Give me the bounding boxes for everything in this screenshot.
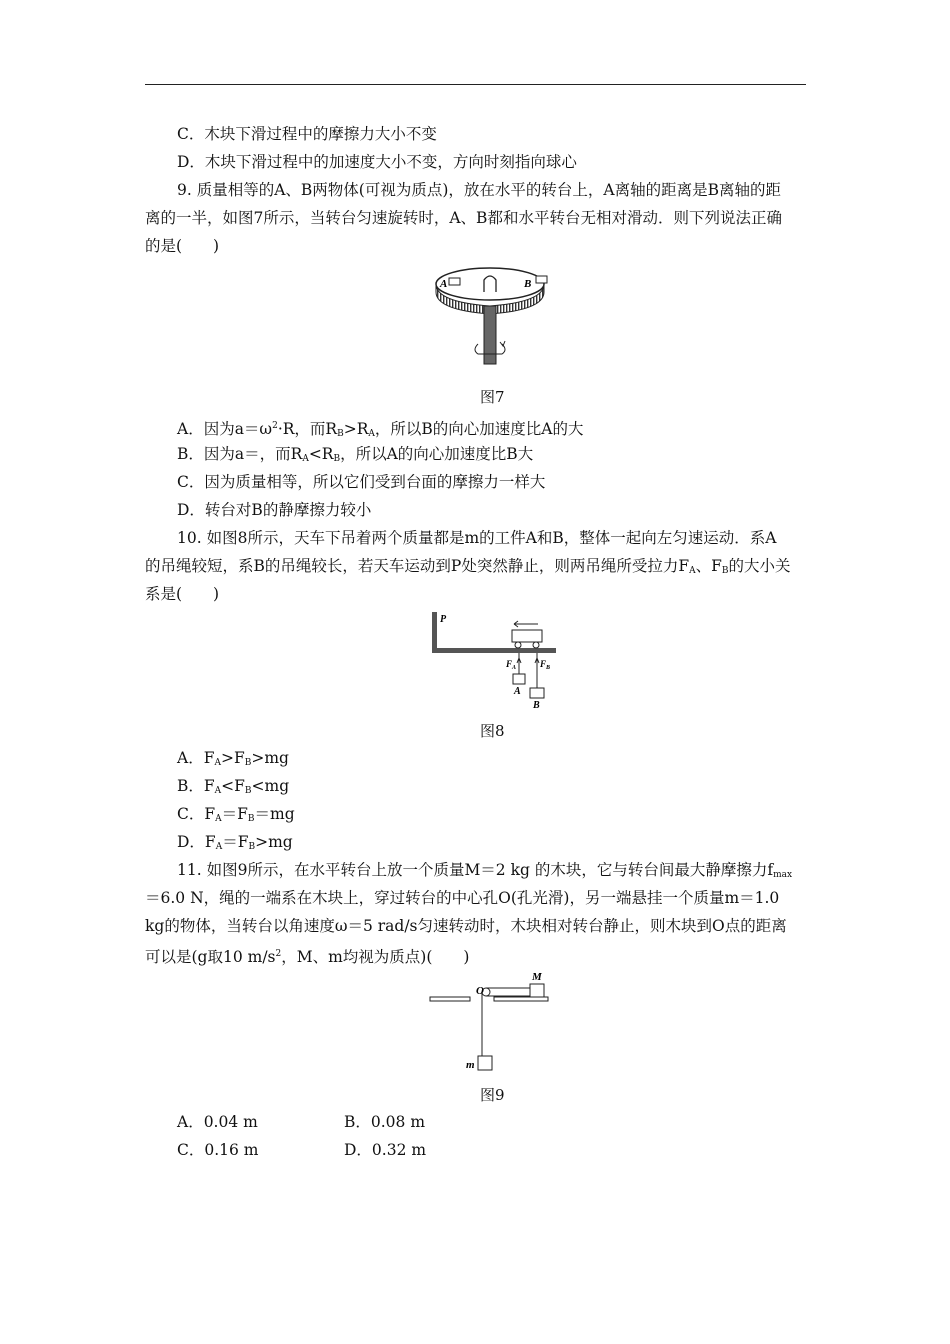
q8-option-c: C．木块下滑过程中的摩擦力大小不变 (177, 125, 437, 143)
figure-8-crane (430, 608, 560, 712)
fig9-label-o: O (476, 985, 484, 997)
fig9-label-small-m: m (466, 1059, 475, 1071)
q10-stem-line3: 系是( ) (145, 585, 220, 603)
header-rule (145, 84, 806, 85)
fig8-label-b: B (533, 700, 540, 711)
q10-option-a: A．$F_A>F_B>mg$ (177, 749, 289, 768)
fig8-label-p: P (440, 614, 447, 625)
q9-stem-line3: 的是( ) (145, 237, 220, 255)
q8-option-d: D．木块下滑过程中的加速度大小不变，方向时刻指向球心 (177, 153, 577, 171)
q11-option-b: B．0.08 m (344, 1113, 426, 1131)
q10-stem-line2: 的吊绳较短，系B的吊绳较长，若天车运动到P处突然静止，则两吊绳所受拉力$F_A$、$F_B$的大小关 (145, 557, 791, 576)
q9-option-a: A．因为$a=\omega^2\cdot R$，而$R_B>R_A$，所以B的向心加速度比A的大 (177, 420, 584, 439)
fig7-label-a: A (440, 278, 448, 290)
figure-8-caption: 图8 (480, 722, 505, 740)
q10-option-d: D．$F_A=F_B>mg$ (177, 833, 293, 852)
q10-option-b: B．$F_A<F_B<mg$ (177, 777, 290, 796)
q11-option-c: C．0.16 m (177, 1141, 259, 1159)
q9-stem-line1: 9. 质量相等的A、B两物体(可视为质点)，放在水平的转台上，A离轴的距离是B离轴的距 (177, 181, 781, 199)
q11-stem-line3: kg的物体，当转台以角速度ω＝5 rad/s匀速转动时，木块相对转台静止，则木块到O点的距离 (145, 917, 787, 935)
q11-option-d: D．0.32 m (344, 1141, 427, 1159)
q11-stem-line1: 11. 如图9所示，在水平转台上放一个质量M＝2 kg 的木块，它与转台间最大静摩擦力$f_{max}$ (177, 861, 793, 880)
figure-7-turntable (428, 262, 558, 374)
fig7-label-b: B (524, 278, 532, 290)
q11-stem-line2: ＝6.0 N，绳的一端系在木块上，穿过转台的中心孔O(孔光滑)，另一端悬挂一个质量m＝1.0 (145, 889, 780, 907)
q10-stem-line1: 10. 如图8所示，天车下吊着两个质量都是m的工件A和B，整体一起向左匀速运动．系A (177, 529, 777, 547)
fig8-label-a: A (514, 686, 521, 697)
fig8-label-fb: $F_B$ (540, 659, 551, 671)
q11-option-a: A．0.04 m (177, 1113, 258, 1131)
q9-option-b: B．因为a＝，而$R_A<R_B$，所以A的向心加速度比B大 (177, 445, 534, 464)
q10-option-c: C．$F_A=F_B=mg$ (177, 805, 295, 824)
q9-stem-line2: 离的一半，如图7所示，当转台匀速旋转时，A、B都和水平转台无相对滑动．则下列说法正确 (145, 209, 782, 227)
q9-option-c: C．因为质量相等，所以它们受到台面的摩擦力一样大 (177, 473, 546, 491)
q9-option-d: D．转台对B的静摩擦力较小 (177, 501, 372, 519)
fig8-label-fa: $F_A$ (506, 659, 517, 671)
q11-stem-line4: 可以是(g取10 $m/s^2$，M、m均视为质点)( ) (145, 948, 470, 966)
figure-7-caption: 图7 (480, 388, 505, 406)
figure-9-caption: 图9 (480, 1086, 505, 1104)
fig9-label-big-m: M (532, 971, 542, 983)
figure-9-turntable-hole (428, 968, 552, 1078)
